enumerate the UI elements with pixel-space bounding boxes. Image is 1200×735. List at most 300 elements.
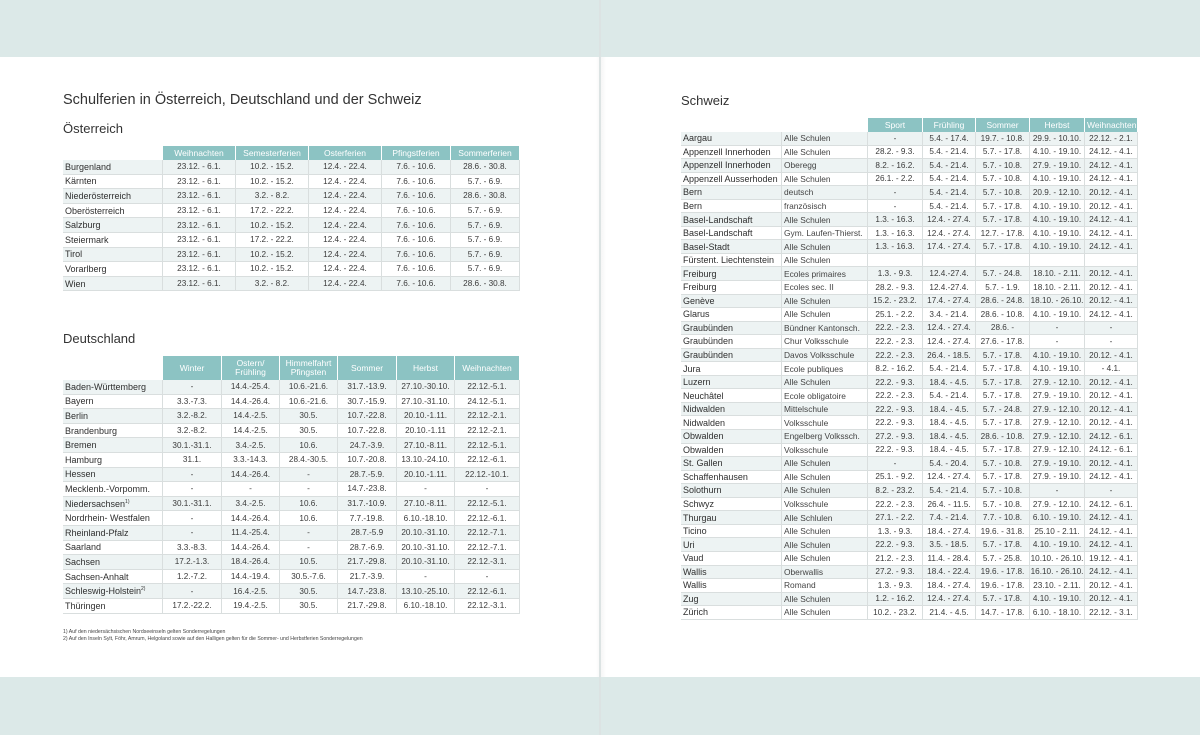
table-row	[63, 497, 520, 512]
school-type: französisch	[782, 200, 868, 214]
table-cell: 22.12.-7.1.	[455, 526, 520, 541]
state-name	[63, 599, 163, 614]
school-type: Alle Schulen	[782, 376, 868, 390]
table-cell: 5.7. - 10.8.	[976, 159, 1030, 173]
region-name: Wien	[63, 277, 163, 292]
table-cell: 12.4. - 27.4.	[923, 335, 976, 349]
table-cell	[1030, 254, 1085, 268]
canton-name: Nidwalden	[681, 403, 782, 417]
table-cell: 20.12. - 4.1.	[1085, 295, 1138, 309]
table-cell: 5.7. - 17.8.	[976, 213, 1030, 227]
table-row	[63, 395, 520, 410]
table-cell: 22.12.-5.1.	[455, 497, 520, 512]
table-cell: 3.4.-2.5.	[222, 438, 280, 453]
table-cell: 30.5.-7.6.	[280, 570, 338, 585]
table-cell: -	[222, 482, 280, 497]
table-cell: 24.12. - 4.1.	[1085, 159, 1138, 173]
table-cell: 16.10. - 26.10.	[1030, 566, 1085, 580]
table-cell: 27.9. - 12.10.	[1030, 498, 1085, 512]
switzerland-heading: Schweiz	[681, 93, 730, 108]
canton-name: Uri	[681, 538, 782, 552]
table-cell: 30.1.-31.1.	[163, 497, 222, 512]
table-cell: 4.10. - 19.10.	[1030, 308, 1085, 322]
school-type: Alle Schulen	[782, 538, 868, 552]
table-cell: 18.10. - 2.11.	[1030, 267, 1085, 281]
table-row	[681, 606, 1138, 620]
table-cell: 24.12. - 4.1.	[1085, 173, 1138, 187]
table-cell: 22.12.-5.1.	[455, 380, 520, 395]
table-cell: 26.4. - 11.5.	[923, 498, 976, 512]
table-cell: 23.12. - 6.1.	[163, 160, 236, 175]
table-cell: 1.3. - 9.3.	[868, 525, 923, 539]
table-cell: 12.4.-27.4.	[923, 281, 976, 295]
table-cell: -	[868, 132, 923, 146]
region-name: Kärnten	[63, 175, 163, 190]
table-row	[63, 541, 520, 556]
table-cell: 27.9. - 19.10.	[1030, 457, 1085, 471]
table-cell: 20.10.-1.11.	[397, 468, 455, 483]
table-row	[681, 430, 1138, 444]
table-cell: 20.12. - 4.1.	[1085, 186, 1138, 200]
table-cell: 18.4. - 4.5.	[923, 430, 976, 444]
switzerland-col-herbst: Herbst	[1030, 118, 1085, 132]
table-cell: 7.7. - 10.8.	[976, 511, 1030, 525]
table-row	[681, 566, 1138, 580]
table-cell: 5.4. - 21.4.	[923, 389, 976, 403]
switzerland-col-sport: Sport	[868, 118, 923, 132]
canton-name: Aargau	[681, 132, 782, 146]
table-cell: 7.6. - 10.6.	[382, 175, 451, 190]
table-row	[63, 438, 520, 453]
table-row	[63, 233, 520, 248]
table-cell: 24.12. - 4.1.	[1085, 308, 1138, 322]
school-type: Volksschule	[782, 444, 868, 458]
canton-name: St. Gallen	[681, 457, 782, 471]
table-cell: 10.7.-20.8.	[338, 453, 397, 468]
table-cell: 17.2.-1.3.	[163, 555, 222, 570]
canton-name: Appenzell Innerhoden	[681, 159, 782, 173]
table-cell: 27.2. - 9.3.	[868, 566, 923, 580]
state-name	[63, 438, 163, 453]
table-cell: 18.4. - 27.4.	[923, 579, 976, 593]
table-cell: 21.7.-29.8.	[338, 555, 397, 570]
table-cell: 18.10. - 26.10.	[1030, 295, 1085, 309]
table-row	[63, 175, 520, 190]
table-cell: 24.12. - 4.1.	[1085, 213, 1138, 227]
table-cell: 5.4. - 21.4.	[923, 362, 976, 376]
germany-col-label: Himmelfahrt	[285, 358, 332, 368]
table-cell: 24.12. - 4.1.	[1085, 146, 1138, 160]
table-cell: 5.7. - 25.8.	[976, 552, 1030, 566]
table-cell: 13.10.-24.10.	[397, 453, 455, 468]
state-name-text: Sachsen-Anhalt	[65, 571, 129, 582]
table-row	[63, 218, 520, 233]
table-cell: 1.3. - 9.3.	[868, 579, 923, 593]
austria-header-blank	[63, 146, 163, 160]
table-cell: 5.7. - 6.9.	[451, 233, 520, 248]
table-cell: 23.12. - 6.1.	[163, 233, 236, 248]
austria-col-semesterferien: Semesterferien	[236, 146, 309, 160]
table-cell: 5.7. - 1.9.	[976, 281, 1030, 295]
germany-col-weihnachten	[455, 356, 520, 380]
table-cell: 18.4. - 4.5.	[923, 416, 976, 430]
school-type: Davos Volksschule	[782, 349, 868, 363]
table-cell: 24.12. - 6.1.	[1085, 498, 1138, 512]
state-name-text: Nordrhein- Westfalen	[65, 513, 150, 524]
table-cell: 27.9. - 19.10.	[1030, 159, 1085, 173]
state-name	[63, 570, 163, 585]
table-cell: 12.4. - 27.4.	[923, 593, 976, 607]
table-cell: 5.7. - 17.8.	[976, 444, 1030, 458]
table-cell: -	[868, 200, 923, 214]
table-cell: 27.9. - 19.10.	[1030, 389, 1085, 403]
table-cell: 7.6. - 10.6.	[382, 189, 451, 204]
table-cell: 21.7.-3.9.	[338, 570, 397, 585]
table-cell: -	[868, 186, 923, 200]
table-cell: 7.7.-19.8.	[338, 511, 397, 526]
state-name	[63, 453, 163, 468]
table-cell: 1.3. - 16.3.	[868, 240, 923, 254]
canton-name: Vaud	[681, 552, 782, 566]
table-cell: 23.12. - 6.1.	[163, 248, 236, 263]
table-cell: 28.2. - 9.3.	[868, 146, 923, 160]
table-cell: 14.4.-2.5.	[222, 424, 280, 439]
table-cell: 5.7. - 6.9.	[451, 204, 520, 219]
table-row	[681, 457, 1138, 471]
table-cell: 24.7.-3.9.	[338, 438, 397, 453]
table-cell: 5.4. - 21.4.	[923, 484, 976, 498]
table-row	[681, 362, 1138, 376]
table-cell: 20.10.-31.10.	[397, 541, 455, 556]
table-cell: 10.6.-21.6.	[280, 380, 338, 395]
germany-col-label: Ostern/	[236, 358, 265, 368]
table-cell: 28.4.-30.5.	[280, 453, 338, 468]
table-cell: 5.7. - 10.8.	[976, 186, 1030, 200]
table-cell: 10.6.-21.6.	[280, 395, 338, 410]
table-cell: 17.2.-22.2.	[163, 599, 222, 614]
table-cell: 10.2. - 15.2.	[236, 262, 309, 277]
table-cell: 18.4. - 4.5.	[923, 444, 976, 458]
table-cell: 5.7. - 17.8.	[976, 389, 1030, 403]
table-row	[681, 376, 1138, 390]
table-cell: 14.4.-19.4.	[222, 570, 280, 585]
state-name-text: Sachsen	[65, 556, 101, 567]
table-cell: 19.12. - 4.1.	[1085, 552, 1138, 566]
table-row	[63, 482, 520, 497]
table-cell	[1085, 254, 1138, 268]
table-row	[681, 213, 1138, 227]
table-cell: 5.7. - 17.8.	[976, 200, 1030, 214]
table-cell: 8.2. - 23.2.	[868, 484, 923, 498]
table-cell: 1.2. - 16.2.	[868, 593, 923, 607]
table-row	[63, 277, 520, 292]
table-cell: 7.6. - 10.6.	[382, 262, 451, 277]
table-cell: 24.12. - 4.1.	[1085, 227, 1138, 241]
table-cell: -	[163, 468, 222, 483]
table-cell: 22.2. - 9.3.	[868, 416, 923, 430]
table-cell: 14.7.-23.8.	[338, 584, 397, 599]
table-cell: 5.7. - 24.8.	[976, 267, 1030, 281]
table-cell: 24.12. - 4.1.	[1085, 511, 1138, 525]
table-cell: 14.4.-26.4.	[222, 468, 280, 483]
table-cell: 4.10. - 19.10.	[1030, 240, 1085, 254]
table-cell: 3.2. - 8.2.	[236, 189, 309, 204]
state-name	[63, 584, 163, 599]
school-type: Alle Schulen	[782, 213, 868, 227]
footnote-marker: 2)	[141, 586, 146, 593]
state-name-text: Bremen	[65, 440, 97, 451]
table-cell: - 4.1.	[1085, 362, 1138, 376]
table-cell: 20.10.-1.11	[397, 424, 455, 439]
canton-name: Graubünden	[681, 349, 782, 363]
table-cell: 23.12. - 6.1.	[163, 204, 236, 219]
state-name	[63, 380, 163, 395]
table-row	[63, 160, 520, 175]
table-cell: 22.12. - 3.1.	[1085, 606, 1138, 620]
school-type: Engelberg Volkssch.	[782, 430, 868, 444]
state-name-text: Saarland	[65, 542, 102, 553]
canton-name: Schaffenhausen	[681, 471, 782, 485]
table-row	[63, 248, 520, 263]
canton-name: Zug	[681, 593, 782, 607]
table-row	[63, 526, 520, 541]
table-cell: 27.10.-30.10.	[397, 380, 455, 395]
table-cell: 27.10.-8.11.	[397, 497, 455, 512]
table-cell: 20.9. - 12.10.	[1030, 186, 1085, 200]
canton-name: Neuchâtel	[681, 389, 782, 403]
canton-name: Appenzell Innerhoden	[681, 146, 782, 160]
table-row	[681, 389, 1138, 403]
school-type: Alle Schulen	[782, 173, 868, 187]
table-cell: 3.2.-8.2.	[163, 424, 222, 439]
table-cell: 12.4. - 22.4.	[309, 189, 382, 204]
table-cell: 10.2. - 15.2.	[236, 175, 309, 190]
table-cell: 20.12. - 4.1.	[1085, 349, 1138, 363]
canton-name: Wallis	[681, 566, 782, 580]
table-cell: -	[1030, 484, 1085, 498]
book-gutter-shadow	[596, 57, 606, 677]
state-name	[63, 395, 163, 410]
table-row	[681, 295, 1138, 309]
table-cell: 30.1.-31.1.	[163, 438, 222, 453]
state-name-text: Berlin	[65, 410, 89, 421]
state-name-text: Bayern	[65, 396, 94, 407]
table-cell: 19.4.-2.5.	[222, 599, 280, 614]
table-cell: 28.7.-5.9	[338, 526, 397, 541]
table-cell: 5.7. - 6.9.	[451, 218, 520, 233]
table-cell: -	[280, 468, 338, 483]
table-cell: 23.12. - 6.1.	[163, 175, 236, 190]
table-cell: 28.2. - 9.3.	[868, 281, 923, 295]
canton-name: Glarus	[681, 308, 782, 322]
table-row	[63, 511, 520, 526]
table-cell: -	[280, 482, 338, 497]
table-cell: 27.10.-31.10.	[397, 395, 455, 410]
table-cell: 22.12.-5.1.	[455, 438, 520, 453]
table-row	[681, 281, 1138, 295]
table-cell: 5.7. - 6.9.	[451, 175, 520, 190]
footnote-2: 2) Auf den Inseln Sylt, Föhr, Amrum, Helgoland sowie auf den Halligen gelten für die Sommer- und Herbstferien Sonderregelungen	[63, 636, 363, 642]
table-row	[681, 335, 1138, 349]
canton-name: Graubünden	[681, 335, 782, 349]
germany-col-label-2: Pfingsten	[290, 367, 327, 377]
table-cell: 14.7.-23.8.	[338, 482, 397, 497]
table-cell: 14.4.-25.4.	[222, 380, 280, 395]
table-cell: 28.6. - 24.8.	[976, 295, 1030, 309]
table-cell: 10.2. - 23.2.	[868, 606, 923, 620]
table-cell: 24.12. - 6.1.	[1085, 444, 1138, 458]
table-cell: -	[163, 526, 222, 541]
table-cell: -	[1030, 322, 1085, 336]
table-cell: 3.5. - 18.5.	[923, 538, 976, 552]
table-cell: 22.2. - 2.3.	[868, 389, 923, 403]
table-cell: 19.6. - 17.8.	[976, 579, 1030, 593]
germany-col-winter	[163, 356, 222, 380]
table-cell: 22.12.-3.1.	[455, 555, 520, 570]
state-name-text: Baden-Württemberg	[65, 381, 147, 392]
table-cell: 12.4. - 27.4.	[923, 213, 976, 227]
table-row	[63, 262, 520, 277]
table-cell: 5.7. - 17.8.	[976, 240, 1030, 254]
table-cell: 19.6. - 17.8.	[976, 566, 1030, 580]
table-cell: -	[455, 570, 520, 585]
table-row	[681, 525, 1138, 539]
table-cell: 10.6.	[280, 438, 338, 453]
school-type: Ecoles primaires	[782, 267, 868, 281]
table-cell: 13.10.-25.10.	[397, 584, 455, 599]
table-cell: 27.9. - 12.10.	[1030, 416, 1085, 430]
table-cell: 23.12. - 6.1.	[163, 218, 236, 233]
table-cell: 24.12. - 4.1.	[1085, 538, 1138, 552]
table-cell: 5.4. - 21.4.	[923, 146, 976, 160]
table-cell: 5.4. - 21.4.	[923, 200, 976, 214]
table-row	[63, 570, 520, 585]
canton-name: Basel-Stadt	[681, 240, 782, 254]
table-cell: 4.10. - 19.10.	[1030, 593, 1085, 607]
state-name	[63, 424, 163, 439]
table-cell: 4.10. - 19.10.	[1030, 200, 1085, 214]
state-name	[63, 526, 163, 541]
table-cell: 28.6. - 30.8.	[451, 277, 520, 292]
germany-col-sommer	[338, 356, 397, 380]
table-cell: 12.4. - 22.4.	[309, 204, 382, 219]
table-row	[63, 453, 520, 468]
canton-name: Schwyz	[681, 498, 782, 512]
germany-col-label-2: Frühling	[235, 367, 266, 377]
canton-name: Appenzell Ausserhoden	[681, 173, 782, 187]
footnote-1: 1) Auf den niedersächsischen Nordseeinseln gelten Sonderregelungen	[63, 629, 226, 635]
table-cell: 10.5.	[280, 555, 338, 570]
austria-col-sommerferien: Sommerferien	[451, 146, 520, 160]
table-cell: 5.4. - 20.4.	[923, 457, 976, 471]
table-cell: 12.4. - 22.4.	[309, 160, 382, 175]
table-cell: 23.10. - 2.11.	[1030, 579, 1085, 593]
table-row	[63, 424, 520, 439]
table-cell: 21.4. - 4.5.	[923, 606, 976, 620]
table-cell: 20.12. - 4.1.	[1085, 457, 1138, 471]
table-cell: 25.1. - 2.2.	[868, 308, 923, 322]
table-cell: 24.12. - 4.1.	[1085, 525, 1138, 539]
table-cell: 5.7. - 10.8.	[976, 173, 1030, 187]
germany-col-label: Herbst	[412, 362, 439, 373]
table-cell: -	[280, 526, 338, 541]
table-row	[63, 599, 520, 614]
table-cell: -	[1085, 322, 1138, 336]
table-cell: 14.4.-26.4.	[222, 511, 280, 526]
table-cell: 5.4. - 21.4.	[923, 159, 976, 173]
table-cell: 28.6. - 10.8.	[976, 308, 1030, 322]
school-type: Alle Schulen	[782, 146, 868, 160]
table-row	[63, 468, 520, 483]
table-cell: 20.12. - 4.1.	[1085, 403, 1138, 417]
table-cell: 12.7. - 17.8.	[976, 227, 1030, 241]
table-cell	[976, 254, 1030, 268]
table-cell: 16.4.-2.5.	[222, 584, 280, 599]
state-name-text: Rheinland-Pfalz	[65, 527, 129, 538]
table-cell: 12.4. - 22.4.	[309, 218, 382, 233]
table-cell: 7.6. - 10.6.	[382, 160, 451, 175]
table-cell: 20.12. - 4.1.	[1085, 593, 1138, 607]
table-row	[681, 538, 1138, 552]
table-cell: 12.4. - 27.4.	[923, 322, 976, 336]
table-cell: 12.4. - 22.4.	[309, 262, 382, 277]
austria-col-osterferien: Osterferien	[309, 146, 382, 160]
table-cell: 10.2. - 15.2.	[236, 218, 309, 233]
table-cell: 31.7.-10.9.	[338, 497, 397, 512]
table-cell: 31.7.-13.9.	[338, 380, 397, 395]
table-cell: 26.1. - 2.2.	[868, 173, 923, 187]
table-cell: 7.4. - 21.4.	[923, 511, 976, 525]
table-cell: 5.7. - 17.8.	[976, 538, 1030, 552]
table-cell: 5.7. - 10.8.	[976, 498, 1030, 512]
school-type: Alle Schulen	[782, 471, 868, 485]
region-name: Steiermark	[63, 233, 163, 248]
table-cell: 24.12.-5.1.	[455, 395, 520, 410]
table-cell: 27.9. - 12.10.	[1030, 376, 1085, 390]
table-cell: 28.7.-6.9.	[338, 541, 397, 556]
region-name: Oberösterreich	[63, 204, 163, 219]
table-cell: 3.3.-7.3.	[163, 395, 222, 410]
table-cell: 18.4. - 4.5.	[923, 403, 976, 417]
table-row	[681, 498, 1138, 512]
switzerland-col-fruhling: Frühling	[923, 118, 976, 132]
austria-heading: Österreich	[63, 121, 123, 136]
table-row	[681, 579, 1138, 593]
table-cell: 28.7.-5.9.	[338, 468, 397, 483]
table-row	[681, 227, 1138, 241]
germany-col-herbst	[397, 356, 455, 380]
state-name	[63, 409, 163, 424]
canton-name: Zürich	[681, 606, 782, 620]
table-cell: 12.4. - 27.4.	[923, 471, 976, 485]
germany-header-blank	[63, 356, 163, 380]
table-row	[681, 322, 1138, 336]
table-cell: 5.7. - 17.8.	[976, 376, 1030, 390]
table-cell: 19.6. - 31.8.	[976, 525, 1030, 539]
table-cell: 22.2. - 9.3.	[868, 403, 923, 417]
page-title: Schulferien in Österreich, Deutschland und der Schweiz	[63, 92, 422, 108]
table-cell: 27.10.-8.11.	[397, 438, 455, 453]
table-cell: 10.6.	[280, 497, 338, 512]
table-row	[681, 484, 1138, 498]
table-cell: 12.4. - 22.4.	[309, 277, 382, 292]
canton-name: Obwalden	[681, 444, 782, 458]
canton-name: Fürstent. Liechtenstein	[681, 254, 782, 268]
state-name	[63, 555, 163, 570]
table-cell: 27.6. - 17.8.	[976, 335, 1030, 349]
table-cell: -	[1085, 484, 1138, 498]
table-cell: 18.4. - 4.5.	[923, 376, 976, 390]
